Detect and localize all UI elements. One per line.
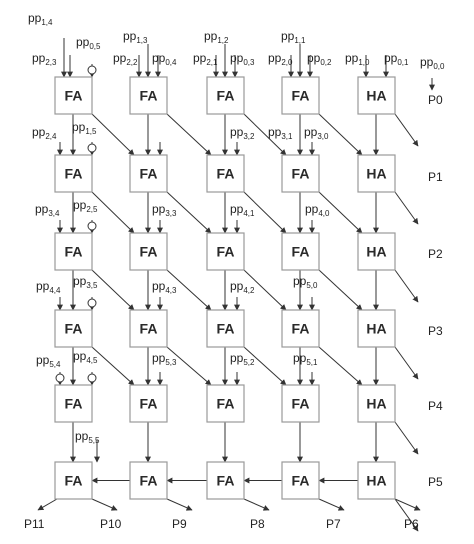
carry-wire	[92, 347, 134, 385]
cell-label: FA	[216, 320, 235, 337]
partial-product-label: $pp_{3,5}$	[73, 274, 98, 290]
cell-label: FA	[216, 243, 235, 260]
partial-product-label: $pp_{5,0}$	[293, 274, 318, 290]
partial-product-label: $pp_{5,2}$	[230, 351, 255, 367]
cell-label: FA	[139, 395, 158, 412]
product-output-label: P8	[250, 517, 265, 531]
cell-label: FA	[216, 165, 235, 182]
partial-product-label: $pp_{4,2}$	[230, 279, 255, 295]
partial-product-label: $pp_{5,5}$	[75, 429, 100, 445]
partial-product-label: $pp_{2,3}$	[32, 51, 57, 67]
partial-product-label: $pp_{4,4}$	[36, 279, 61, 295]
cell-label: FA	[64, 87, 83, 104]
output-wire	[395, 114, 418, 146]
output-wire	[244, 499, 269, 510]
cell-label: HA	[366, 87, 387, 104]
cell-label: FA	[139, 243, 158, 260]
cell-label: FA	[139, 472, 158, 489]
cell-label: FA	[291, 472, 310, 489]
cell-label: HA	[366, 243, 387, 260]
cell-label: HA	[366, 165, 387, 182]
cell-label: FA	[64, 395, 83, 412]
partial-product-label: $pp_{4,0}$	[305, 202, 330, 218]
partial-product-label: $pp_{4,5}$	[73, 349, 98, 365]
partial-product-label: $pp_{5,1}$	[293, 351, 318, 367]
partial-product-label: $pp_{5,4}$	[36, 353, 61, 369]
partial-product-label: $pp_{0,4}$	[152, 51, 177, 67]
cell-label: HA	[366, 472, 387, 489]
partial-product-label: $pp_{0,2}$	[307, 51, 332, 67]
cell-label: FA	[291, 165, 310, 182]
cell-label: FA	[216, 472, 235, 489]
partial-product-label: $pp_{3,2}$	[230, 125, 255, 141]
carry-wire	[92, 114, 134, 155]
product-output-label: P3	[428, 324, 443, 338]
carry-wire	[319, 270, 362, 310]
inverter-bubble-icon	[56, 374, 64, 382]
partial-product-label: $pp_{3,3}$	[152, 202, 177, 218]
output-wire	[167, 499, 192, 510]
inverter-bubble-icon	[88, 144, 96, 152]
partial-product-label: $pp_{0,0}$	[420, 55, 445, 71]
cell-label: FA	[64, 165, 83, 182]
cell-label: FA	[291, 243, 310, 260]
inverter-bubble-icon	[88, 374, 96, 382]
carry-wire	[167, 114, 211, 155]
product-output-label: P6	[404, 517, 419, 531]
partial-product-label: $pp_{1,0}$	[345, 51, 370, 67]
product-output-label: P5	[428, 475, 443, 489]
product-output-label: P7	[326, 517, 341, 531]
cell-label: FA	[291, 87, 310, 104]
partial-product-label: $pp_{3,1}$	[268, 125, 293, 141]
output-wire	[38, 499, 57, 510]
inverter-bubble-icon	[88, 66, 96, 74]
product-output-label: P2	[428, 247, 443, 261]
partial-product-label: $pp_{2,5}$	[73, 198, 98, 214]
cell-label: FA	[216, 395, 235, 412]
partial-product-label: $pp_{4,1}$	[230, 202, 255, 218]
output-wire	[92, 499, 117, 510]
cell-label: FA	[216, 87, 235, 104]
cell-label: FA	[64, 243, 83, 260]
partial-product-label: $pp_{0,5}$	[76, 35, 101, 51]
partial-product-label: $pp_{2,0}$	[268, 51, 293, 67]
partial-product-label: $pp_{3,0}$	[304, 125, 329, 141]
product-output-label: P1	[428, 170, 443, 184]
output-wire	[395, 270, 418, 302]
partial-product-label: $pp_{1,5}$	[72, 120, 97, 136]
output-wire	[319, 499, 344, 510]
partial-product-label: $pp_{0,1}$	[384, 51, 409, 67]
partial-product-label: $pp_{0,3}$	[230, 51, 255, 67]
partial-product-label: $pp_{3,4}$	[35, 202, 60, 218]
carry-wire	[92, 192, 134, 233]
product-output-label: P9	[172, 517, 187, 531]
product-output-label: P4	[428, 399, 443, 413]
inverter-bubble-icon	[88, 222, 96, 230]
cell-label: FA	[139, 320, 158, 337]
product-output-label: P11	[24, 517, 45, 531]
cell-label: FA	[291, 320, 310, 337]
inverter-bubble-icon	[88, 299, 96, 307]
partial-product-label: $pp_{2,4}$	[32, 125, 57, 141]
partial-product-label: $pp_{1,1}$	[281, 29, 306, 45]
cell-label: HA	[366, 320, 387, 337]
partial-product-label: $pp_{2,1}$	[193, 51, 218, 67]
partial-product-label: $pp_{1,4}$	[28, 11, 53, 27]
partial-product-label: $pp_{1,3}$	[123, 29, 148, 45]
output-wire	[395, 192, 418, 224]
product-output-label: P0	[428, 93, 443, 107]
partial-product-label: $pp_{4,3}$	[152, 279, 177, 295]
partial-product-label: $pp_{5,3}$	[152, 351, 177, 367]
partial-product-label: $pp_{1,2}$	[204, 29, 229, 45]
output-wire	[395, 347, 418, 379]
product-output-label: P10	[100, 517, 122, 531]
cell-label: FA	[291, 395, 310, 412]
cell-label: FA	[64, 320, 83, 337]
cell-label: FA	[139, 165, 158, 182]
cell-label: FA	[64, 472, 83, 489]
carry-wire	[92, 270, 134, 310]
cell-label: FA	[139, 87, 158, 104]
output-wire	[395, 422, 418, 454]
carry-wire	[319, 347, 362, 385]
cell-label: HA	[366, 395, 387, 412]
partial-product-label: $pp_{2,2}$	[113, 51, 138, 67]
